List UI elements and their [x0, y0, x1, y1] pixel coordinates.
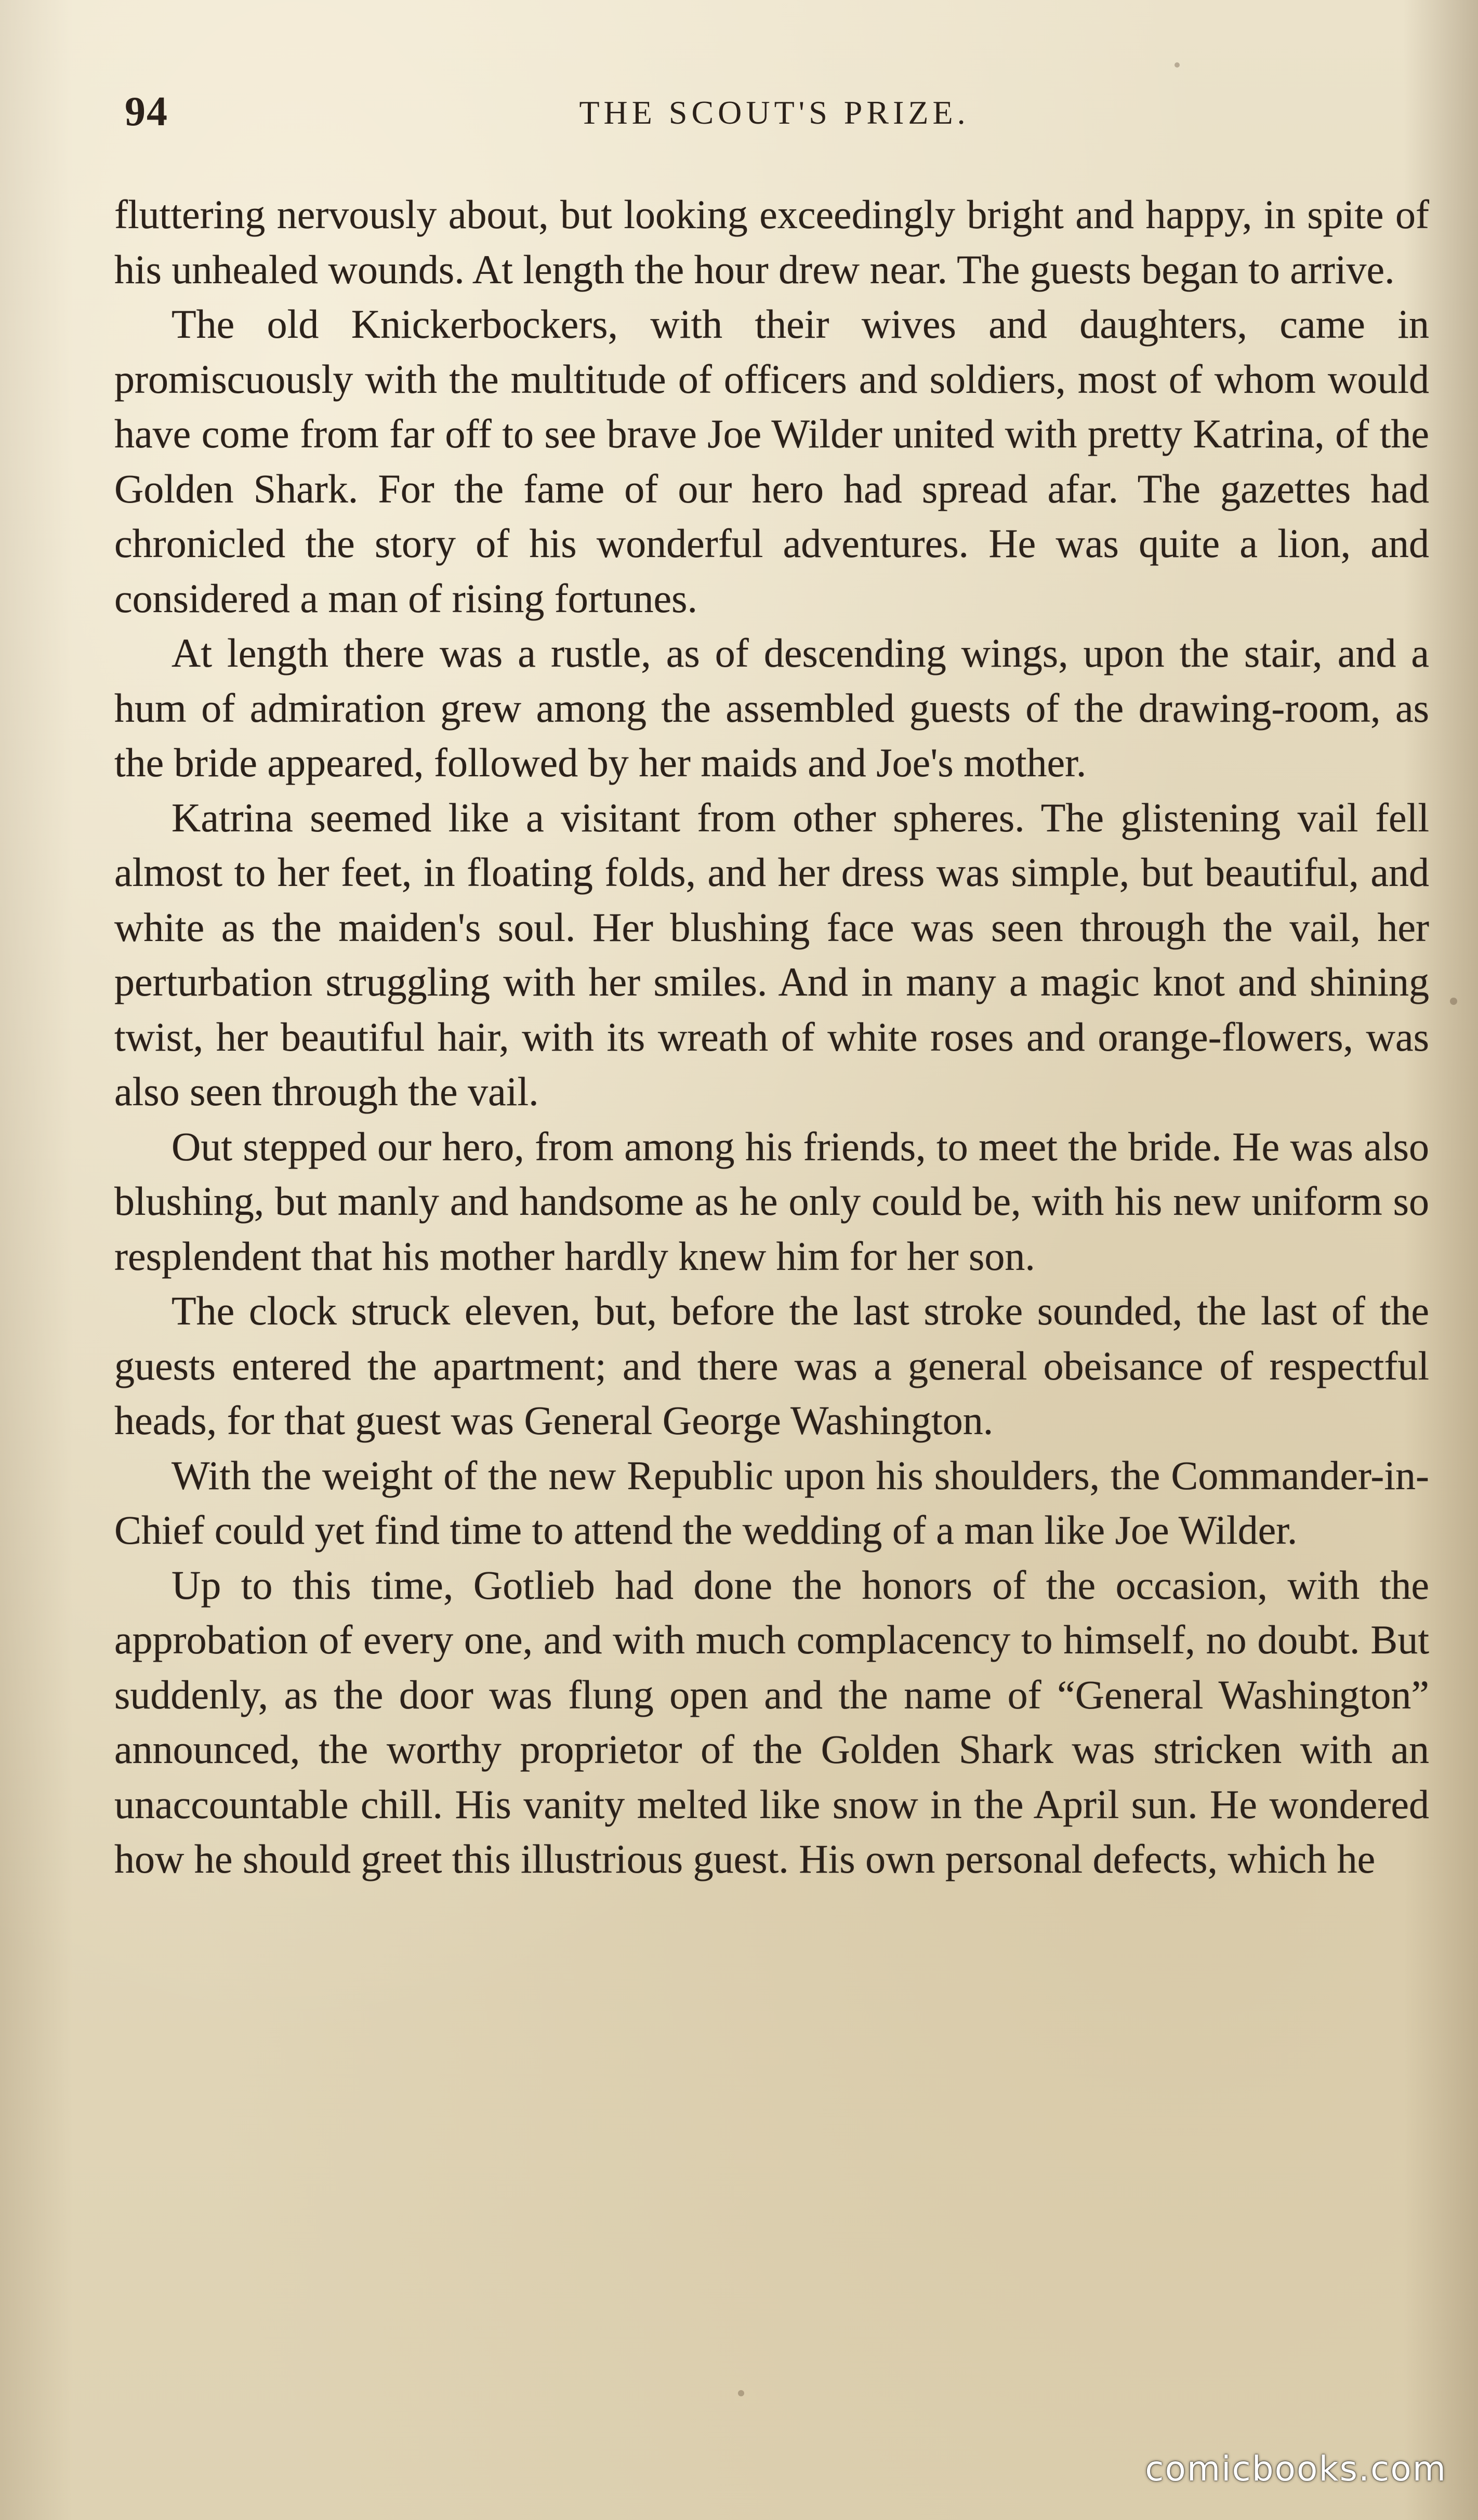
paper-speck	[1175, 62, 1180, 68]
page-header	[125, 83, 1424, 145]
body-text	[114, 187, 1429, 1887]
paragraph-4: Katrina seemed like a visitant from other spheres. The glistening vail fell almost to her feet, in floating folds, and her dress was simple, but beautiful, and white as the maiden's soul. Her blushing face was seen through the vail, her perturbation struggling with her smiles. And in many a magic knot and shining twist, her beautiful hair, with its wreath of white roses and orange-flowers, was also seen through the vail.	[114, 794, 1429, 1114]
paragraph-5: Out stepped our hero, from among his friends, to meet the bride. He was also blushing, but manly and handsome as he only could be, with his new uniform so resplendent that his mother hardly knew him for her son.	[114, 1123, 1429, 1279]
watermark: comicbooks.com	[1145, 2449, 1447, 2489]
paragraph-7: With the weight of the new Republic upon his shoulders, the Commander-in-Chief could yet find time to attend the wedding of a man like Joe Wilder.	[114, 1452, 1429, 1553]
paragraph-8: Up to this time, Gotlieb had done the honors of the occasion, with the approbation of every one, and with much complacency to himself, no doubt. But suddenly, as the door was flung open and the name of “General Washington” announced, the worthy proprietor of the Golden Shark was stricken with an unaccountable chill. His vanity melted like snow in the April sun. He wondered how he should greet this illustrious guest. His own personal defects, which he	[114, 1562, 1429, 1881]
paper-speck	[1450, 998, 1457, 1005]
paragraph-3: At length there was a rustle, as of descending wings, upon the stair, and a hum of admiration grew among the assembled guests of the drawing-room, as the bride appeared, followed by her maids and Joe's mother.	[114, 630, 1429, 785]
page-number: 94	[125, 89, 168, 135]
running-head: THE SCOUT'S PRIZE.	[579, 94, 970, 131]
paragraph-6: The clock struck eleven, but, before the last stroke sounded, the last of the guests entered the apartment; and there was a general obeisance of respectful heads, for that guest was General George Washington.	[114, 1288, 1429, 1443]
paragraph-2: The old Knickerbockers, with their wives and daughters, came in promiscuously with the multitude of officers and soldiers, most of whom would have come from far off to see brave Joe Wilder united with pretty Katrina, of the Golden Shark. For the fame of our hero had spread afar. The gazettes had chronicled the story of his wonderful adventures. He was quite a lion, and considered a man of rising fortunes.	[114, 301, 1429, 621]
paper-speck	[738, 2390, 744, 2396]
paragraph-1: fluttering nervously about, but looking exceedingly bright and happy, in spite of his unhealed wounds. At length the hour drew near. The guests began to arrive.	[114, 192, 1429, 292]
